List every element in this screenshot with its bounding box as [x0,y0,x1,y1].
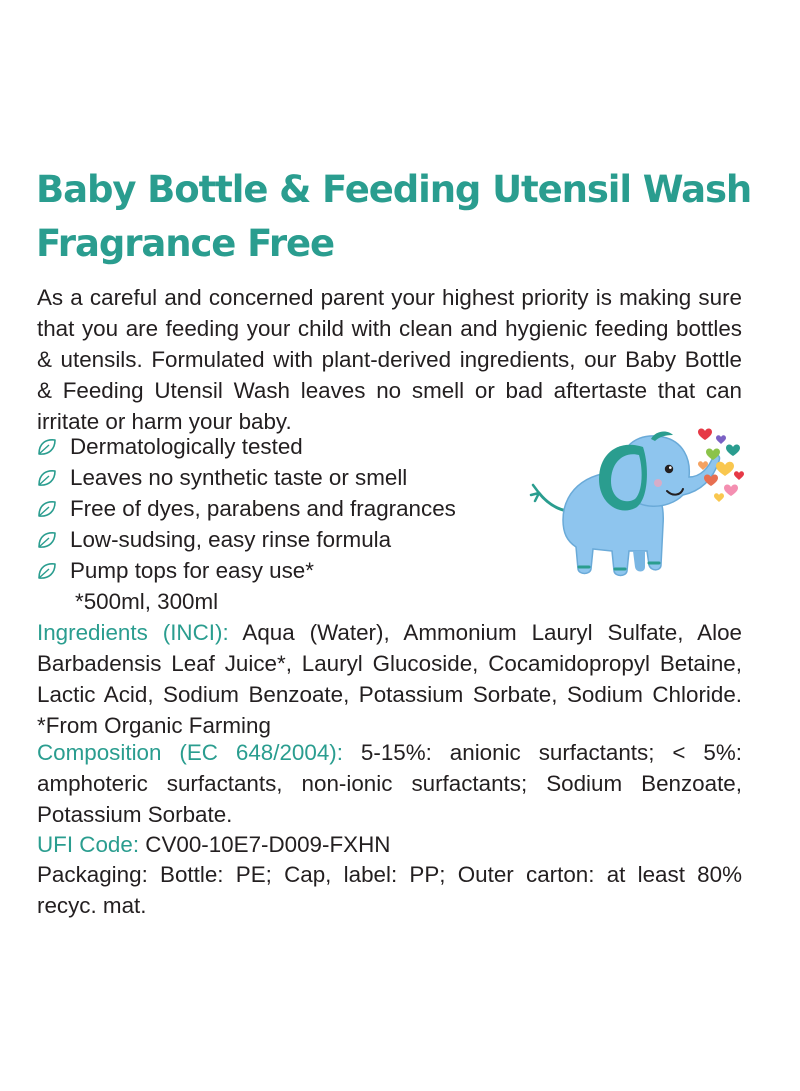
ufi-label: UFI Code: [37,832,140,857]
feature-text: Dermatologically tested [70,434,303,459]
feature-text: Low-sudsing, easy rinse formula [70,527,392,552]
leaf-icon [37,468,57,488]
feature-item [37,462,517,493]
feature-item [37,431,517,462]
ingredients-paragraph [37,617,742,741]
feature-item [37,493,517,524]
size-note: *500ml, 300ml [75,589,219,614]
leaf-icon [37,499,57,519]
feature-text: Pump tops for easy use* [70,558,314,583]
ufi-code: CV00-10E7-D009-FXHN [139,832,391,857]
ingredients-label: Ingredients (INCI): [37,620,229,645]
product-title-line-1: Baby Bottle & Feeding Utensil Wash [36,168,752,211]
leaf-icon [37,437,57,457]
feature-list [37,431,517,586]
product-title [36,163,796,271]
ufi-code-line [37,829,742,860]
packaging-paragraph: Packaging: Bottle: PE; Cap, label: PP; Outer carton: at least 80% recyc. mat. [37,862,742,918]
elephant-illustration [525,425,750,585]
feature-item [37,524,517,555]
product-title-line-2: Fragrance Free [36,222,335,265]
feature-text: Free of dyes, parabens and fragrances [70,496,456,521]
ingredients-text: Aqua (Water), Ammonium Lauryl Sulfate, Aloe Barbadensis Leaf Juice*, Lauryl Glucoside, Cocamidopropyl Betaine, Lactic Acid, Sodium Benzoate, Potassium Sorbate, Sodium Chloride. *From Organic Farming [37,620,742,738]
leaf-icon [37,530,57,550]
intro-paragraph: As a careful and concerned parent your highest priority is making sure that you are feeding your child with clean and hygienic feeding bottles & utensils. Formulated with plant-derived ingredients, our Baby Bottle & Feeding Utensil Wash leaves no smell or bad aftertaste that can irritate or harm your baby. [37,285,742,434]
composition-paragraph [37,737,742,830]
composition-text: 5-15%: anionic surfactants; < 5%: amphoteric surfactants, non-ionic surfactants; Sodium Benzoate, Potassium Sorbate. [37,740,742,827]
feature-item [37,555,517,586]
feature-text: Leaves no synthetic taste or smell [70,465,408,490]
composition-label: Composition (EC 648/2004): [37,740,343,765]
leaf-icon [37,561,57,581]
